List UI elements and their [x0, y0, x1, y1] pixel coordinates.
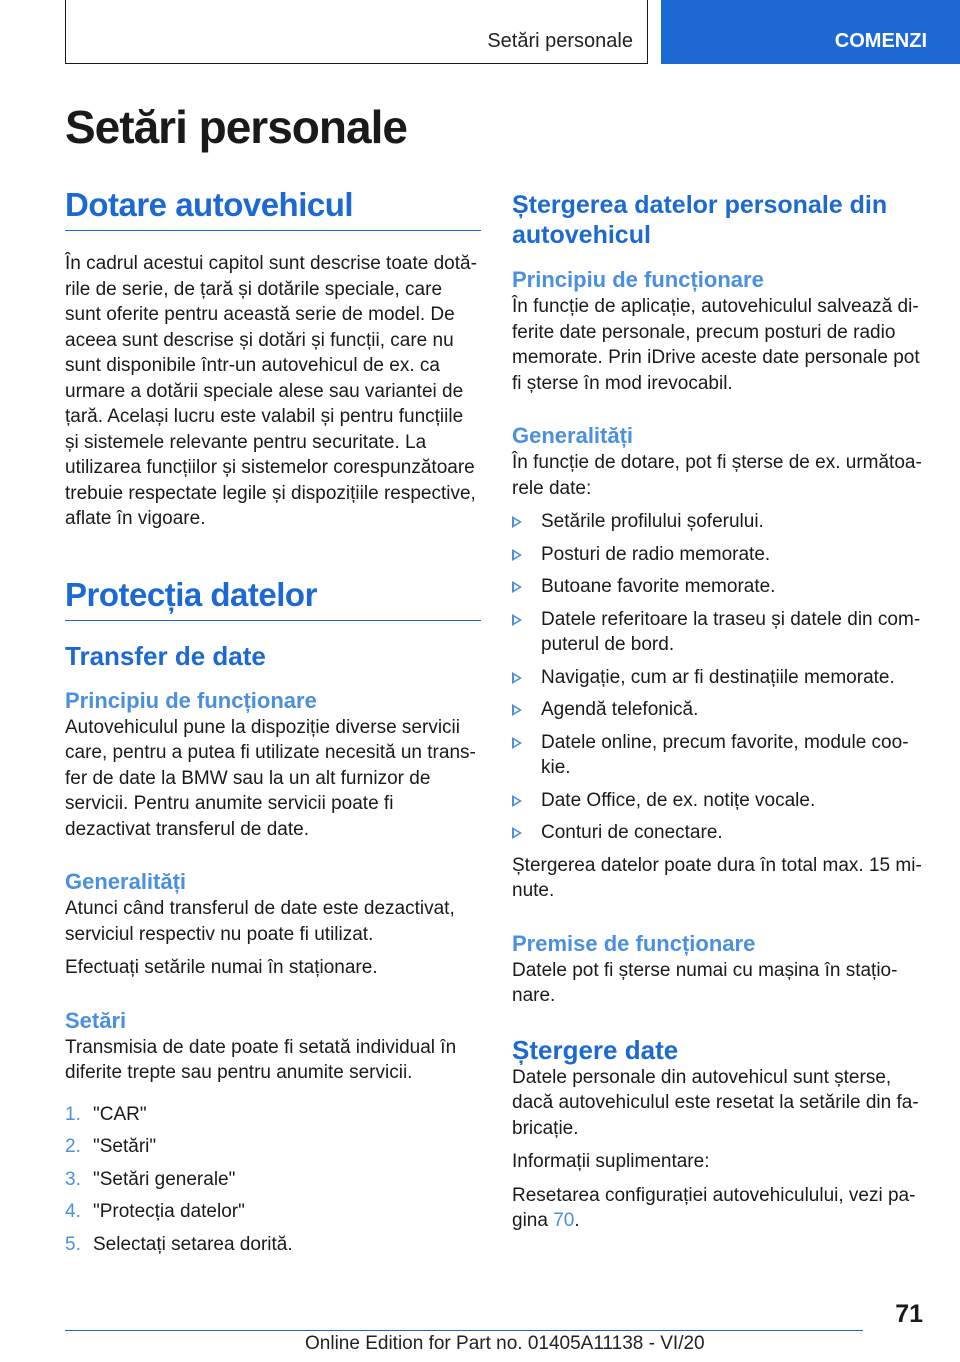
triangle-bullet-icon	[512, 672, 522, 684]
step-text: "Setări generale"	[93, 1168, 236, 1190]
info-label: Informații suplimentare:	[512, 1151, 710, 1172]
heading-stergerea-datelor: Ștergerea datelor personale din autovehicul	[512, 191, 888, 249]
premise-paragraph: Datele pot fi șterse numai cu mașina în staționare.	[512, 959, 898, 1006]
header-tab-comenzi[interactable]: COMENZI	[661, 0, 960, 64]
heading-transfer-de-date: Transfer de date	[65, 640, 266, 671]
step-text: "Setări"	[93, 1136, 157, 1157]
list-item: Butoane favorite memorate.	[512, 574, 922, 600]
list-item: Setările profilului șoferului.	[512, 509, 922, 535]
principiu-right-paragraph: În funcție de aplicație, autovehiculul salvează diferite date personale, precum posturi de radio memorate. Prin iDrive aceste date personale pot fi șterse în mod irevocabil.	[512, 296, 920, 394]
triangle-bullet-icon	[512, 614, 522, 626]
list-item: Navigație, cum ar fi destinațiile memorate.	[512, 665, 922, 691]
step-number: 4.	[65, 1201, 81, 1222]
step-text: "CAR"	[93, 1103, 147, 1125]
heading-dotare-autovehicul: Dotare autovehicul	[65, 186, 481, 231]
heading-protectia-datelor: Protecția datelor	[65, 576, 481, 621]
list-item: Agendă telefonică.	[512, 697, 922, 723]
setari-paragraph: Transmisia de date poate fi setată individual în diferite trepte sau pentru anumite servicii.	[65, 1036, 457, 1083]
page-number: 71	[895, 1300, 923, 1328]
list-item	[65, 1199, 481, 1225]
generalitati-right-paragraph: În funcție de dotare, pot fi șterse de ex. următoarele date:	[512, 452, 922, 499]
right-column	[512, 190, 922, 1234]
left-column	[65, 186, 481, 1264]
list-item: Datele online, precum favorite, module cookie.	[512, 730, 922, 781]
reset-paragraph: Resetarea configurației autovehiculului, vezi pagina 70.	[512, 1184, 916, 1231]
list-item: Posturi de radio memorate.	[512, 542, 922, 568]
step-text: "Protecția datelor"	[93, 1201, 245, 1222]
page-link[interactable]: 70	[553, 1210, 575, 1231]
triangle-bullet-icon	[512, 795, 522, 807]
list-item	[65, 1232, 481, 1258]
triangle-bullet-icon	[512, 827, 522, 839]
heading-generalitati: Generalități	[65, 869, 187, 894]
principiu-paragraph: Autovehiculul pune la dispoziție diverse servicii care, pentru a putea fi utilizate necesită un transfer de date la BMW sau la un alt furnizor de servicii. Pentru anumite servicii poate fi dezactivat transferul de date.	[65, 716, 476, 840]
duration-paragraph: Ștergerea datelor poate dura în total max. 15 minute.	[512, 854, 922, 901]
header-section-title: Setări personale	[487, 30, 633, 52]
step-number: 1.	[65, 1103, 81, 1125]
bullets-list	[512, 509, 922, 846]
generalitati-paragraph-1: Atunci când transferul de date este dezactivat, serviciul respectiv nu poate fi utilizat.	[65, 898, 455, 945]
heading-stergere-date: Ștergere date	[512, 1034, 679, 1065]
dotare-paragraph: În cadrul acestui capitol sunt descrise toate dotările de serie, de țară și dotările speciale, care sunt oferite pentru această serie de model. De aceea sunt descrise și dotări și funcții, care nu sunt disponibile într-un autovehicul de ex. ca urmare a dotării speciale alese sau variantei de țară. Același lucru este valabil și pentru funcțiile și sistemele relevante pentru securitate. La utilizarea funcțiilor și sistemelor corespunzătoare trebuie respectate legile și dispozițiile respective, aflate în vigoare.	[65, 253, 477, 529]
heading-premise-de-functionare: Premise de funcționare	[512, 930, 756, 956]
heading-principiu-de-functionare: Principiu de funcționare	[65, 687, 317, 713]
triangle-bullet-icon	[512, 549, 522, 561]
step-number: 5.	[65, 1233, 81, 1255]
heading-setari: Setări	[65, 1007, 127, 1033]
list-item	[65, 1167, 481, 1193]
list-item: Conturi de conectare.	[512, 820, 922, 846]
list-item: Date Office, de ex. notițe vocale.	[512, 788, 922, 814]
step-text: Selectați setarea dorită.	[93, 1233, 293, 1255]
triangle-bullet-icon	[512, 737, 522, 749]
heading-generalitati-right: Generalități	[512, 423, 634, 448]
footer-edition: Online Edition for Part no. 01405A11138 - VI/20	[305, 1333, 705, 1354]
list-item: Datele referitoare la traseu și datele din computerul de bord.	[512, 607, 922, 658]
generalitati-paragraph-2: Efectuați setările numai în staționare.	[65, 957, 378, 978]
list-item	[65, 1134, 481, 1160]
triangle-bullet-icon	[512, 581, 522, 593]
footer-divider	[65, 1330, 863, 1331]
triangle-bullet-icon	[512, 516, 522, 528]
stergere-paragraph: Datele personale din autovehicul sunt șterse, dacă autovehiculul este resetat la setările din fabricație.	[512, 1066, 919, 1139]
step-number: 2.	[65, 1136, 81, 1157]
step-number: 3.	[65, 1168, 81, 1190]
page-title: Setări personale	[65, 101, 407, 153]
header-box	[65, 0, 648, 64]
heading-principiu-de-functionare-right: Principiu de funcționare	[512, 267, 764, 292]
list-item	[65, 1102, 481, 1128]
steps-list	[65, 1102, 481, 1258]
triangle-bullet-icon	[512, 704, 522, 716]
